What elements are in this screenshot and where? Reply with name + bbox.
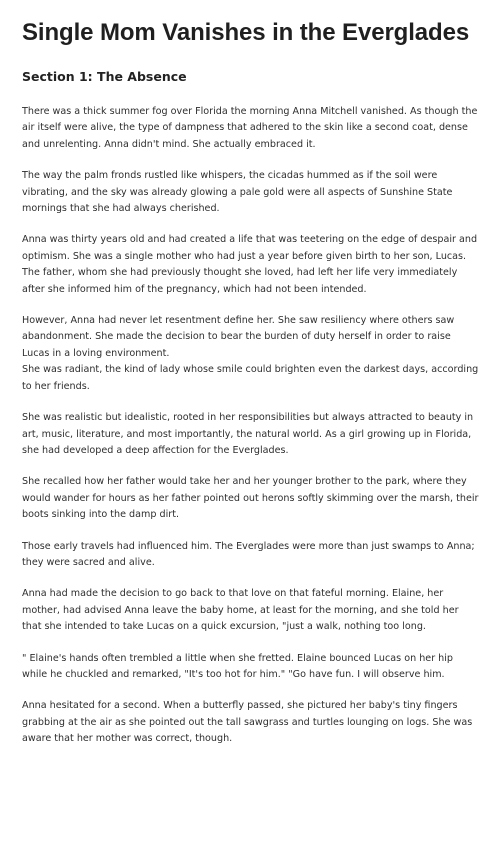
- paragraph: Anna hesitated for a second. When a butterfly passed, she pictured her baby's tiny fingers grabbing at the air as she pointed out the tall sawgrass and turtles lounging on logs. She was aware that her mother was correct, though.: [22, 700, 473, 745]
- paragraph: She was realistic but idealistic, rooted in her responsibilities but always attracted to beauty in art, music, literature, and most importantly, the natural world. As a girl growing up in Florida, she had developed a deep affection for the Everglades.: [22, 412, 474, 456]
- paragraph: She recalled how her father would take her and her younger brother to the park, where they would wander for hours as her father pointed out herons softly skimming over the marsh, their boots sinking into the damp dirt.: [22, 476, 479, 521]
- paragraph: The way the palm fronds rustled like whispers, the cicadas hummed as if the soil were vibrating, and the sky was already glowing a pale gold were all aspects of Sunshine State mornings that she had always cherished.: [22, 170, 453, 215]
- paragraph: Anna had made the decision to go back to that love on that fateful morning. Elaine, her mother, had advised Anna leave the baby home, at least for the morning, and she told her that she intended to take Lucas on a quick excursion, "just a walk, nothing too long.: [22, 588, 459, 633]
- paragraph: Anna was thirty years old and had created a life that was teetering on the edge of despair and optimism. She was a single mother who had just a year before given birth to her son, Lucas. The father, whom she had previously thought she loved, had left her life very immediately after she informed him of the pregnancy, which had not been intended.: [22, 234, 478, 295]
- paragraph: However, Anna had never let resentment define her. She saw resiliency where others saw abandonment. She made the decision to bear the burden of duty herself in order to raise Lucas in a loving environment. She was radiant, the kind of lady whose smile could brighten even the darkest days, according to her friends.: [22, 315, 479, 392]
- paragraph: There was a thick summer fog over Florida the morning Anna Mitchell vanished. As though the air itself were alive, the type of dampness that adhered to the skin like a second coat, dense and unrelenting. Anna didn't mind. She actually embraced it.: [22, 106, 478, 150]
- article-title: Single Mom Vanishes in the Everglades: [22, 19, 470, 46]
- paragraph: " Elaine's hands often trembled a little when she fretted. Elaine bounced Lucas on her hip while he chuckled and remarked, "It's too hot for him." "Go have fun. I will observe him.: [22, 652, 454, 680]
- section-heading: Section 1: The Absence: [22, 69, 187, 84]
- paragraph: Those early travels had influenced him. The Everglades were more than just swamps to Anna; they were sacred and alive.: [22, 540, 475, 568]
